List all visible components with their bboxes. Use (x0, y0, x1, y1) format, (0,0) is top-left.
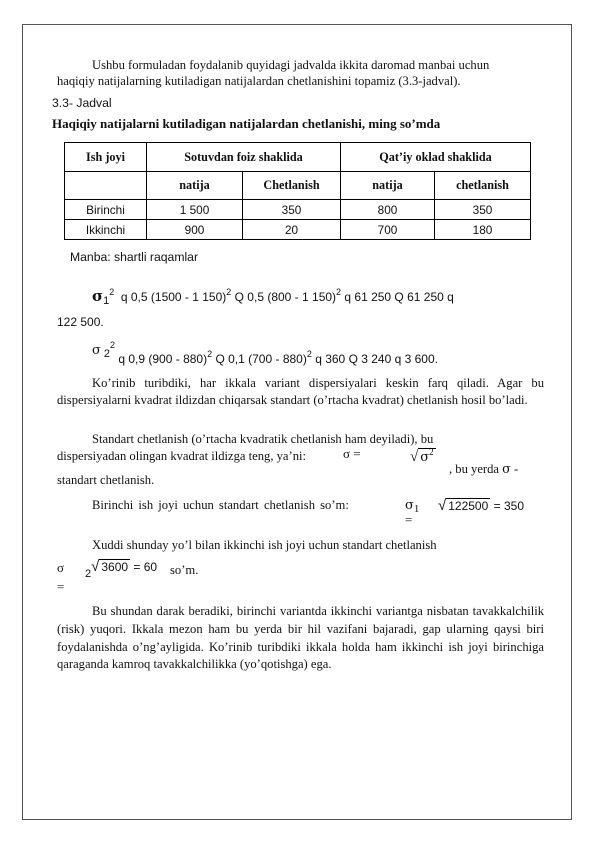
table-cell: 350 (435, 200, 531, 220)
std-definition-line-1: Standart chetlanish (o’rtacha kvadratik chetlanish ham deyiladi), bu (92, 432, 434, 446)
sigma-symbol: σ (420, 450, 430, 465)
formula-sup: 2 (110, 340, 116, 350)
equals-sign: = (405, 512, 413, 527)
table-cell: 1 500 (147, 200, 243, 220)
formula-sup: 2 (207, 349, 213, 359)
header-cell: natija (147, 172, 243, 200)
table-row (65, 200, 531, 220)
result: = 350 (493, 499, 524, 513)
formula-sup: 2 (306, 349, 312, 359)
std-definition-tail (449, 460, 518, 478)
table-cell: 350 (243, 200, 341, 220)
formula-sub: 2 (103, 348, 110, 360)
sigma-symbol: σ (502, 461, 511, 476)
results-table (64, 142, 531, 240)
sigma-symbol: σ (92, 343, 101, 358)
header-cell: Sotuvdan foiz shaklida (147, 143, 341, 172)
formula-sup: 2 (429, 447, 434, 457)
table-cell: Birinchi (65, 200, 147, 220)
paragraph-conclusion: Bu shundan darak beradiki, birinchi variantda ikkinchi variantga nisbatan tavakkalchilik (risk) yuqori. Ikkala mezon ham bu yerda bir hil vazifani bajaradi, gap ularning qaysi biri foydalanishda o’ng’ayligida. Ko’rinib turibdiki ikkala holda ham ikkinchi ish joyi birinchiga qaraganda kamroq tavakkalchilikka (yo’qotishga) ega. (57, 604, 544, 672)
header-cell: Ish joyi (65, 143, 147, 172)
std-definition-line-3: standart chetlanish. (57, 473, 155, 487)
sigma-1 (405, 497, 419, 513)
second-job-std-text: Xuddi shunday yo’l bilan ikkinchi ish joyi uchun standart chetlanish (92, 538, 437, 552)
formula-text: Q 0,1 (700 - 880) (215, 352, 307, 366)
sqrt-sigma-squared: √ $\sigma^2$ (410, 447, 434, 465)
formula-sub: 1 (413, 503, 420, 515)
table-subheader-row (65, 172, 531, 200)
unit-text: so’m. (170, 563, 199, 577)
first-job-std-text: Birinchi ish joyi uchun standart chetlanish so’m: (92, 498, 349, 512)
std-definition-line-2: dispersiyadan olingan kvadrat ildizga teng, ya’ni: (57, 449, 307, 463)
sigma-symbol: σ (405, 498, 414, 513)
text: - (513, 462, 519, 476)
sigma-symbol: σ (92, 287, 104, 305)
text: , bu yerda (449, 462, 500, 476)
table-header-row (65, 143, 531, 172)
table-label: 3.3- Jadval (52, 96, 112, 110)
formula-sup: 2 (336, 287, 342, 297)
formula-text: q 0,9 (900 - 880) (118, 352, 208, 366)
paragraph-dispersion: Ko’rinib turibdiki, har ikkala variant dispersiyalari keskin farq qiladi. Agar bu dispersiyalarni kvadrat ildizdan chiqarsak standart (o’rtacha kvadrat) chetlanish hosil bo’ladi. (57, 376, 544, 407)
table-cell: 180 (435, 220, 531, 240)
sqrt-value: 3600 (101, 560, 129, 574)
header-cell (65, 172, 147, 200)
formula-variance-2 (92, 340, 438, 366)
sigma-equals: σ = (343, 446, 361, 461)
formula-sup: 2 (226, 287, 232, 297)
result: = 60 (133, 560, 158, 574)
header-cell: chetlanish (435, 172, 531, 200)
header-cell: Qat’iy oklad shaklida (341, 143, 531, 172)
formula-text: q 61 250 Q 61 250 q (344, 290, 454, 304)
equals-sign: = (57, 579, 65, 594)
sqrt-122500: √ 122500 = 350 (438, 497, 524, 514)
table-cell: 700 (341, 220, 435, 240)
sqrt-3600: 2√ 3600 = 60 (85, 558, 158, 580)
formula-sup: 2 (109, 287, 115, 297)
sigma-2: σ (57, 560, 65, 575)
formula-text: Q 0,5 (800 - 1 150) (234, 290, 337, 304)
formula-variance-1 (92, 287, 454, 305)
table-cell: 800 (341, 200, 435, 220)
table-cell: 900 (147, 220, 243, 240)
table-cell: Ikkinchi (65, 220, 147, 240)
formula-sub: 1 (103, 295, 110, 307)
table-row (65, 220, 531, 240)
table-title: Haqiqiy natijalarni kutiladigan natijalardan chetlanishi, ming so’mda (52, 116, 441, 131)
header-cell: natija (341, 172, 435, 200)
source-note: Manba: shartli raqamlar (70, 250, 199, 264)
formula-sub: 2 (85, 568, 92, 580)
formula-text: q 0,5 (1500 - 1 150) (120, 290, 227, 304)
formula-text: q 360 Q 3 240 q 3 600. (315, 352, 438, 366)
intro-line-2: haqiqiy natijalarning kutiladigan natijalardan chetlanishini topamiz (3.3-jadval). (57, 74, 461, 88)
intro-line-1: Ushbu formuladan foydalanib quyidagi jadvalda ikkita daromad manbai uchun (92, 58, 490, 72)
table-cell: 20 (243, 220, 341, 240)
header-cell: Chetlanish (243, 172, 341, 200)
sqrt-value: 122500 (448, 499, 489, 513)
formula-1-continuation: 122 500. (57, 315, 104, 329)
